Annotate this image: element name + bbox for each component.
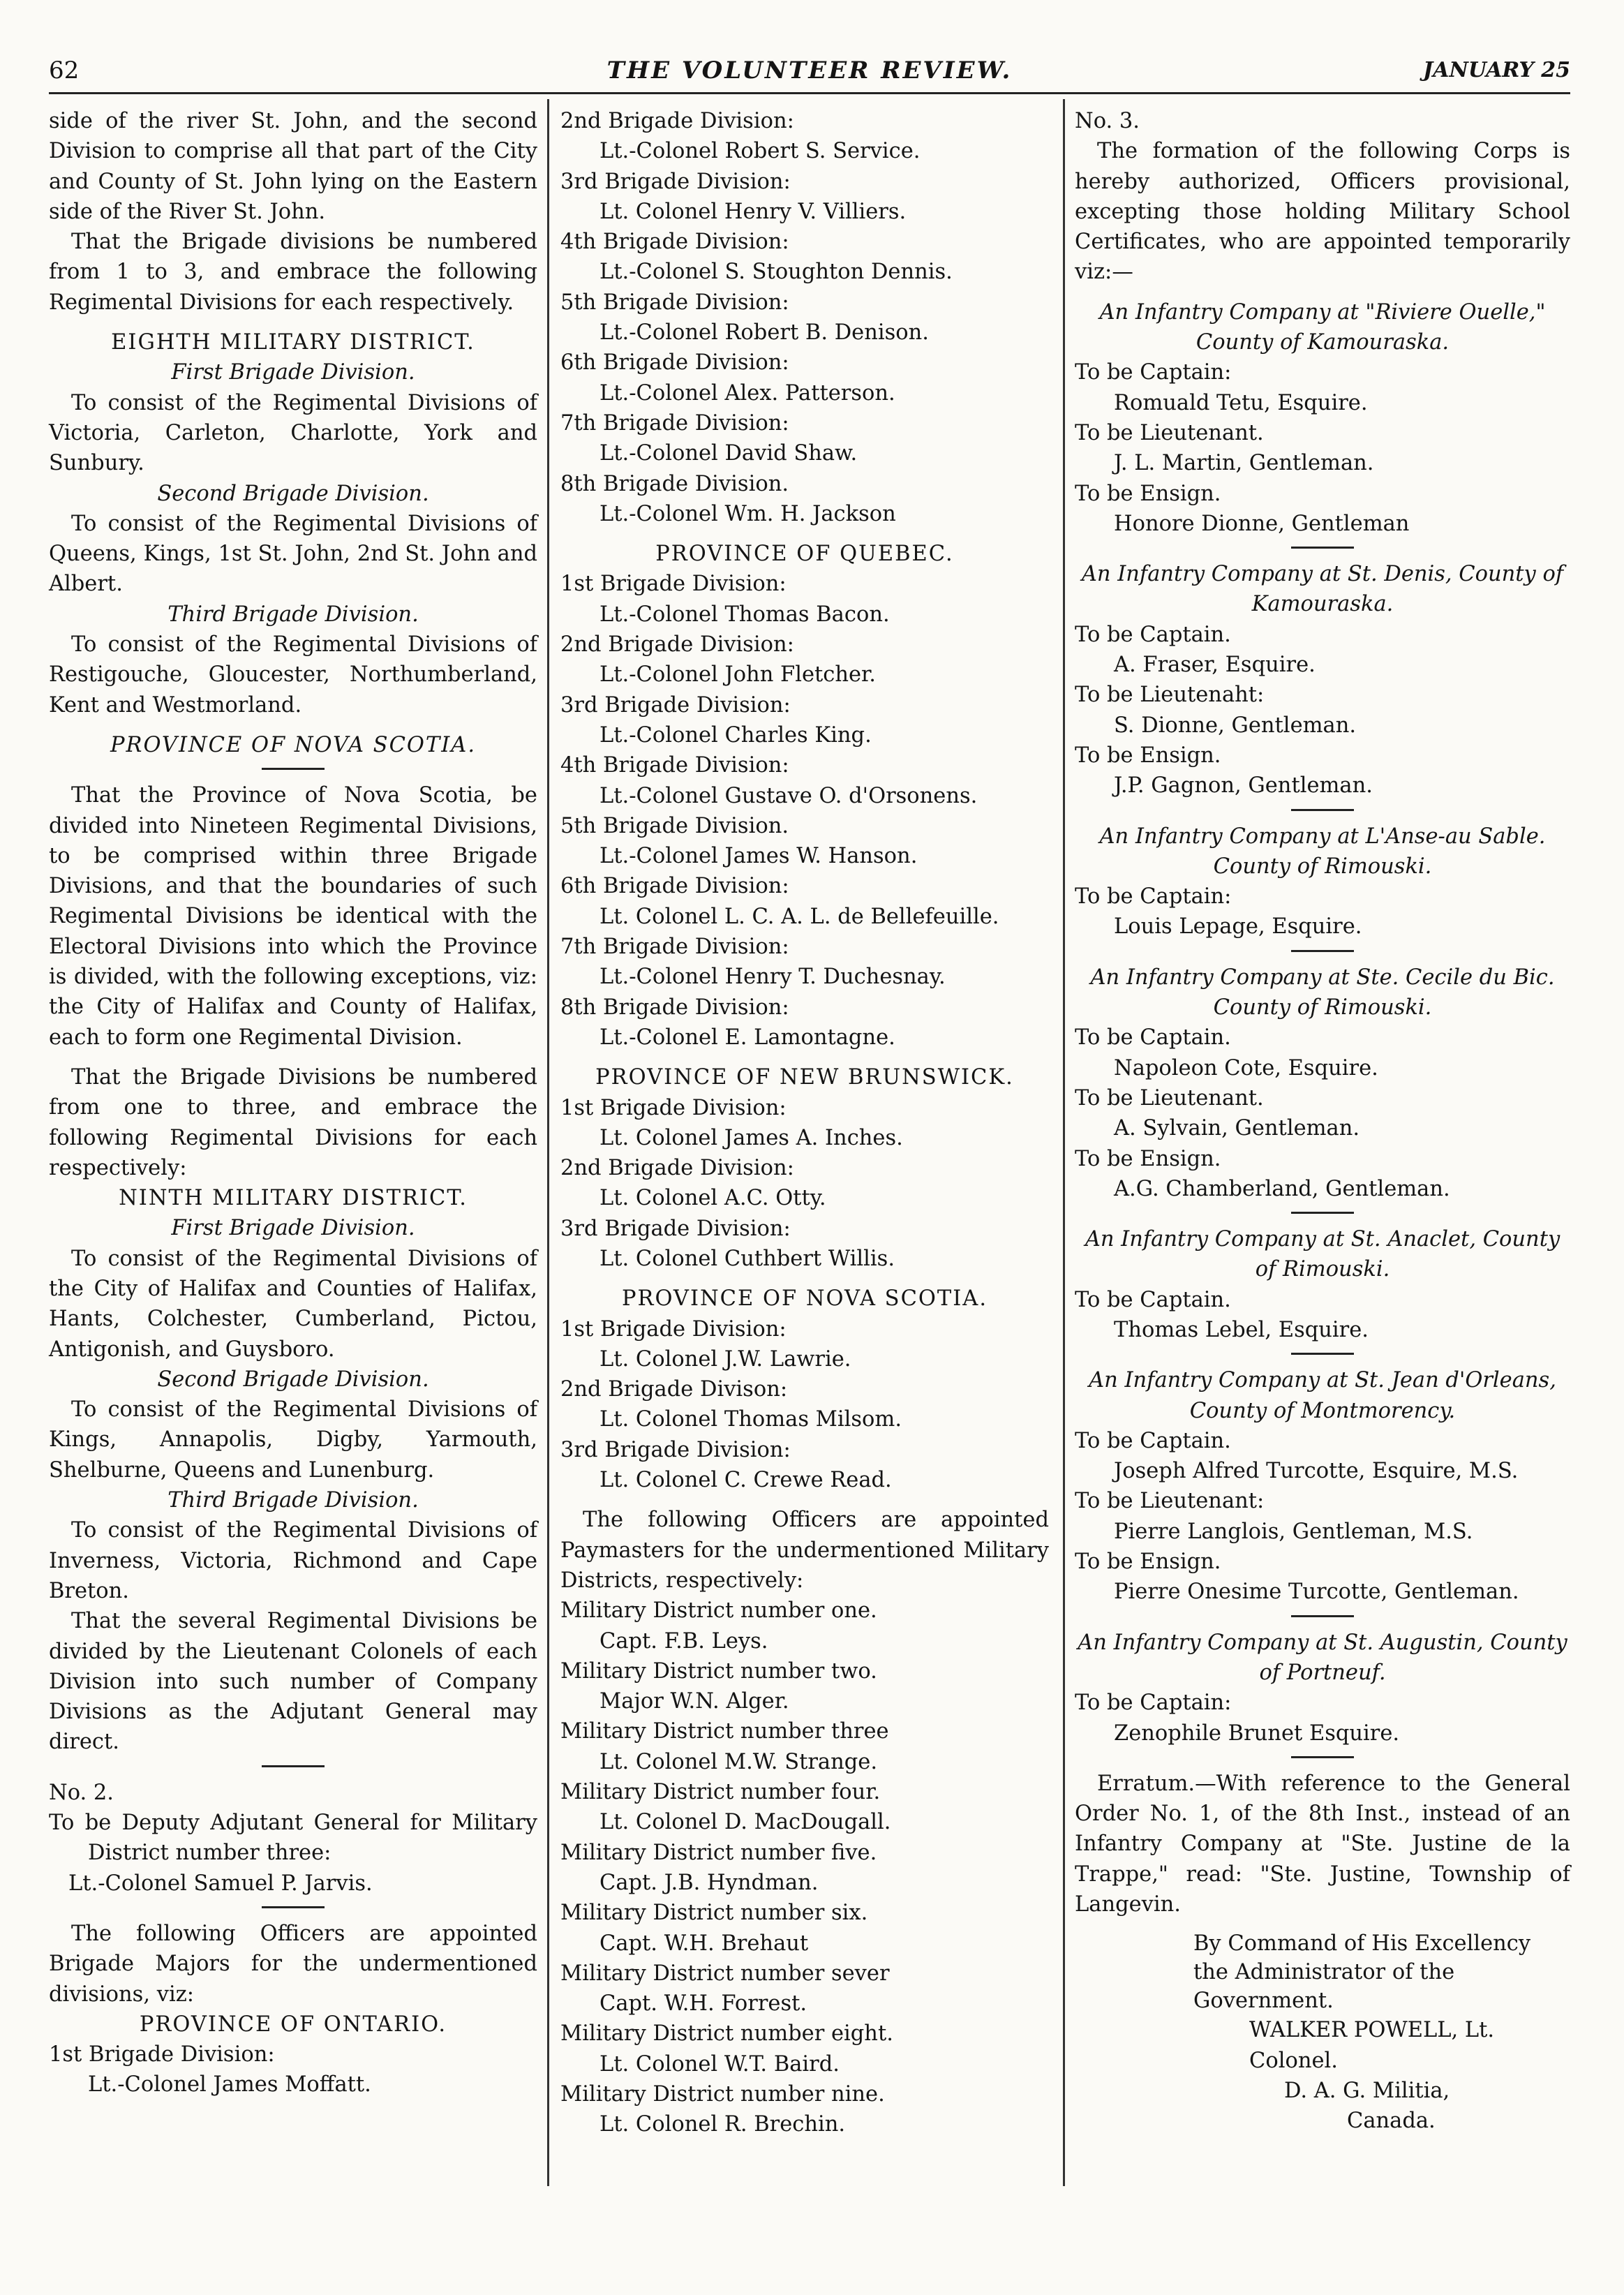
appointee: Lt.-Colonel S. Stoughton Dennis. — [599, 260, 953, 285]
appointee: Lt.-Colonel John Fletcher. — [599, 662, 876, 688]
appointee: Zenophile Brunet Esquire. — [1114, 1721, 1400, 1746]
page-header — [49, 53, 1570, 88]
paragraph: That the Brigade divisions be numbered from 1 to 3, and embrace the following Regimental Divisions for each respectively. — [49, 230, 537, 315]
rank-label: To be Lieutenant. — [1075, 420, 1264, 445]
column-rule-left — [547, 99, 549, 2186]
appointee: S. Dionne, Gentleman. — [1114, 713, 1357, 738]
division-label: 3rd Brigade Division: — [560, 692, 791, 718]
district-label: Military District number two. — [560, 1658, 877, 1684]
subheading: Third Brigade Division. — [167, 602, 419, 627]
appointee: Lt. Colonel Henry V. Villiers. — [599, 199, 907, 224]
division-label: 4th Brigade Division: — [560, 230, 789, 255]
division-label: 7th Brigade Division: — [560, 935, 789, 960]
divider — [1291, 1615, 1354, 1617]
district-label: Military District number three — [560, 1719, 889, 1744]
rank-label: To be Ensign. — [1075, 1146, 1221, 1171]
divider — [1291, 950, 1354, 952]
appointee: Capt. F.B. Leys. — [599, 1628, 768, 1654]
division-label: 6th Brigade Division: — [560, 874, 789, 899]
division-label: 7th Brigade Division: — [560, 410, 789, 436]
district-label: Military District number nine. — [560, 2082, 885, 2107]
division-label: 2nd Brigade Divison: — [560, 1377, 788, 1402]
paragraph: To consist of the Regimental Divisions of Kings, Annapolis, Digby, Yarmouth, Shelburne, Queens and Lunenburg. — [49, 1397, 537, 1483]
column-3 — [1075, 106, 1570, 2137]
district-label: Military District number six. — [560, 1901, 868, 1926]
appointee: Lt. Colonel Cuthbert Willis. — [599, 1246, 895, 1271]
subheading: First Brigade Division. — [171, 1216, 415, 1241]
division-label: 5th Brigade Division. — [560, 813, 789, 838]
command-line: By Command of His Excellency the Administrator of the Government. — [1193, 1931, 1531, 2014]
paragraph: That the Province of Nova Scotia, be divided into Nineteen Regimental Divisions, to be comprised within three Brigade Divisions, and that the boundaries of such Regimental Divisions be identical with the Electoral Divisions into which the Province is divided, with the following exceptions, viz: the City of Halifax and County of Halifax, each to form one Regimental Division. — [49, 783, 537, 1050]
division-label: 2nd Brigade Division: — [560, 1156, 794, 1181]
appointee: Lt.-Colonel Robert B. Denison. — [599, 320, 929, 346]
company-heading: An Infantry Company at "Riviere Ouelle," County of Kamouraska. — [1099, 299, 1546, 355]
company-heading: An Infantry Company at L'Anse-au Sable. County of Rimouski. — [1099, 824, 1546, 879]
appointee: Lt. Colonel L. C. A. L. de Bellefeuille. — [599, 904, 999, 929]
erratum-paragraph: Erratum.—With reference to the General Order No. 1, of the 8th Inst., instead of an Infantry Company at "Ste. Justine de la Trappe," read: "Ste. Justine, Township of Langevin. — [1075, 1771, 1570, 1917]
paragraph: The following Officers are appointed Paymasters for the undermentioned Military Districts, respectively: — [560, 1508, 1049, 1593]
division-label: 1st Brigade Division: — [560, 1316, 787, 1342]
appointee: Lt. Colonel J.W. Lawrie. — [599, 1346, 851, 1372]
section-heading: PROVINCE OF NEW BRUNSWICK. — [595, 1065, 1014, 1090]
rank-label: To be Ensign. — [1075, 481, 1221, 506]
divider — [1291, 1756, 1354, 1758]
appointee: Lt. Colonel W.T. Baird. — [599, 2051, 840, 2077]
division-label: 6th Brigade Division: — [560, 350, 789, 376]
division-label: 3rd Brigade Division: — [560, 1437, 791, 1462]
rank-label: To be Captain. — [1075, 1025, 1231, 1050]
appointee: Lt. Colonel M.W. Strange. — [599, 1749, 878, 1774]
appointee: Lt. Colonel James A. Inches. — [599, 1125, 903, 1150]
appointee: Lt.-Colonel Gustave O. d'Orsonens. — [599, 783, 978, 808]
divider — [1291, 1212, 1354, 1214]
order-number: No. 2. — [49, 1780, 114, 1805]
appointee: Lt.-Colonel Wm. H. Jackson — [599, 501, 896, 526]
section-heading: PROVINCE OF QUEBEC. — [655, 542, 954, 567]
subheading: Second Brigade Division. — [157, 481, 429, 506]
appointee: Lt.-Colonel E. Lamontagne. — [599, 1025, 895, 1050]
division-label: 1st Brigade Division: — [49, 2042, 275, 2067]
rank-label: To be Captain. — [1075, 622, 1231, 647]
paragraph: side of the river St. John, and the second Division to comprise all that part of the City and County of St. John lying on the Eastern side of the River St. John. — [49, 109, 537, 224]
company-heading: An Infantry Company at Ste. Cecile du Bic. County of Rimouski. — [1090, 965, 1555, 1020]
column-1 — [49, 106, 537, 2100]
paragraph: To consist of the Regimental Divisions of Queens, Kings, 1st St. John, 2nd St. John and Albert. — [49, 511, 537, 597]
paragraph: To consist of the Regimental Divisions of Victoria, Carleton, Charlotte, York and Sunbury. — [49, 390, 537, 476]
company-heading: An Infantry Company at St. Denis, County of Kamouraska. — [1081, 562, 1564, 617]
appointee: Thomas Lebel, Esquire. — [1114, 1317, 1369, 1342]
appointee: Lt.-Colonel Robert S. Service. — [599, 139, 921, 164]
rank-label: To be Captain: — [1075, 884, 1232, 909]
division-label: 4th Brigade Division: — [560, 753, 789, 778]
paragraph: The formation of the following Corps is hereby authorized, Officers provisional, excepting those holding Military School Certificates, who are appointed temporarily viz:— — [1075, 139, 1570, 285]
paragraph: To consist of the Regimental Divisions of the City of Halifax and Counties of Halifax, Hants, Colchester, Cumberland, Pictou, Antigonish, and Guysboro. — [49, 1246, 537, 1362]
divider — [1291, 547, 1354, 549]
appointee: Lt.-Colonel Charles King. — [599, 722, 872, 748]
divider — [262, 1765, 325, 1767]
appointee: Lt.-Colonel James Moffatt. — [88, 2072, 371, 2097]
rank-label: To be Lieutenant. — [1075, 1085, 1264, 1111]
publication-title: THE VOLUNTEER REVIEW. — [606, 57, 1013, 84]
division-label: 1st Brigade Division: — [560, 572, 787, 597]
issue-date: JANUARY 25 — [1422, 58, 1570, 82]
appointee: Lt.-Colonel Samuel P. Jarvis. — [68, 1871, 373, 1896]
paragraph: To consist of the Regimental Divisions of Inverness, Victoria, Richmond and Cape Breton. — [49, 1518, 537, 1603]
district-label: Military District number four. — [560, 1780, 881, 1805]
appointee: Lt.-Colonel David Shaw. — [599, 441, 858, 466]
division-label: 8th Brigade Division. — [560, 471, 789, 496]
rank-label: To be Captain. — [1075, 1287, 1231, 1312]
header-rule — [49, 92, 1570, 94]
appointee: Lt. Colonel R. Brechin. — [599, 2112, 846, 2137]
division-label: 8th Brigade Division: — [560, 995, 789, 1020]
division-label: 5th Brigade Division: — [560, 290, 789, 315]
district-label: Military District number sever — [560, 1961, 890, 1986]
paragraph: To consist of the Regimental Divisions of Restigouche, Gloucester, Northumberland, Kent and Westmorland. — [49, 632, 537, 718]
company-heading: An Infantry Company at St. Jean d'Orleans, County of Montmorency. — [1089, 1368, 1556, 1423]
signature-name: WALKER POWELL, Lt. Colonel. — [1249, 2018, 1495, 2073]
appointee: Capt. W.H. Brehaut — [599, 1931, 809, 1956]
appointee: Romuald Tetu, Esquire. — [1114, 390, 1368, 415]
rank-label: To be Lieutenaht: — [1075, 683, 1265, 708]
district-label: Military District number five. — [560, 1840, 877, 1865]
section-heading: PROVINCE OF NOVA SCOTIA. — [621, 1286, 988, 1312]
district-label: Military District number eight. — [560, 2021, 893, 2047]
rank-label: To be Ensign. — [1075, 1550, 1221, 1575]
appointee: Honore Dionne, Gentleman — [1114, 511, 1410, 536]
section-heading: PROVINCE OF ONTARIO. — [139, 2012, 447, 2037]
appointee: A. Fraser, Esquire. — [1114, 653, 1316, 678]
signature-title: D. A. G. Militia, — [1284, 2078, 1450, 2103]
paragraph: That the Brigade Divisions be numbered from one to three, and embrace the following Regimental Divisions for each respectively: — [49, 1064, 537, 1180]
appointee: Louis Lepage, Esquire. — [1114, 914, 1362, 939]
appointee: Napoleon Cote, Esquire. — [1114, 1055, 1378, 1080]
appointee: Lt. Colonel A.C. Otty. — [599, 1186, 826, 1211]
divider — [262, 768, 325, 770]
appointee: Lt.-Colonel Henry T. Duchesnay. — [599, 965, 946, 990]
section-heading: PROVINCE OF NOVA SCOTIA. — [110, 732, 477, 757]
division-label: 3rd Brigade Division: — [560, 169, 791, 194]
appointee: Capt. W.H. Forrest. — [599, 1991, 807, 2017]
appointee: Lt. Colonel D. MacDougall. — [599, 1810, 891, 1835]
appointee: Lt.-Colonel James W. Hanson. — [599, 844, 918, 869]
appointee: Major W.N. Alger. — [599, 1689, 789, 1714]
appointee: A. Sylvain, Gentleman. — [1114, 1116, 1360, 1141]
paragraph: That the several Regimental Divisions be divided by the Lieutenant Colonels of each Division into such number of Company Divisions as the Adjutant General may direct. — [49, 1609, 537, 1755]
subheading: First Brigade Division. — [171, 360, 415, 385]
division-label: 3rd Brigade Division: — [560, 1216, 791, 1241]
subheading: Second Brigade Division. — [157, 1367, 429, 1392]
column-2 — [560, 106, 1049, 2140]
company-heading: An Infantry Company at St. Augustin, County of Portneuf. — [1078, 1630, 1567, 1685]
appointee: Joseph Alfred Turcotte, Esquire, M.S. — [1114, 1459, 1519, 1484]
appointee: Lt. Colonel C. Crewe Read. — [599, 1468, 892, 1493]
appointee: Capt. J.B. Hyndman. — [599, 1870, 819, 1895]
order-number: No. 3. — [1075, 109, 1140, 133]
page-number: 62 — [49, 57, 80, 84]
divider — [1291, 1353, 1354, 1355]
appointee: Lt.-Colonel Alex. Patterson. — [599, 380, 895, 406]
rank-label: To be Captain: — [1075, 1691, 1232, 1716]
division-label: 1st Brigade Division: — [560, 1095, 787, 1120]
rank-label: To be Captain: — [1075, 360, 1232, 385]
company-heading: An Infantry Company at St. Anaclet, County of Rimouski. — [1085, 1227, 1560, 1282]
rank-label: To be Captain. — [1075, 1428, 1231, 1453]
signature-place: Canada. — [1347, 2109, 1436, 2134]
appointee: Pierre Onesime Turcotte, Gentleman. — [1114, 1580, 1519, 1605]
section-heading: NINTH MILITARY DISTRICT. — [119, 1186, 468, 1211]
appointee: Lt. Colonel Thomas Milsom. — [599, 1407, 902, 1432]
divider — [262, 1906, 325, 1908]
appointee: Pierre Langlois, Gentleman, M.S. — [1114, 1519, 1473, 1544]
divider — [1291, 809, 1354, 811]
district-label: Military District number one. — [560, 1598, 877, 1624]
subheading: Third Brigade Division. — [167, 1488, 419, 1513]
appointee: Lt.-Colonel Thomas Bacon. — [599, 602, 890, 627]
rank-label: To be Ensign. — [1075, 743, 1221, 768]
rank-label: To be Lieutenant: — [1075, 1489, 1265, 1514]
column-rule-right — [1063, 99, 1065, 2186]
division-label: 2nd Brigade Division: — [560, 109, 794, 133]
paragraph: To be Deputy Adjutant General for Military District number three: — [49, 1811, 537, 1866]
appointee: J.P. Gagnon, Gentleman. — [1114, 773, 1373, 799]
appointee: A.G. Chamberland, Gentleman. — [1114, 1176, 1450, 1201]
division-label: 2nd Brigade Division: — [560, 632, 794, 658]
paragraph: The following Officers are appointed Brigade Majors for the undermentioned divisions, viz: — [49, 1921, 537, 2007]
section-heading: EIGHTH MILITARY DISTRICT. — [111, 330, 475, 355]
appointee: J. L. Martin, Gentleman. — [1114, 451, 1374, 476]
